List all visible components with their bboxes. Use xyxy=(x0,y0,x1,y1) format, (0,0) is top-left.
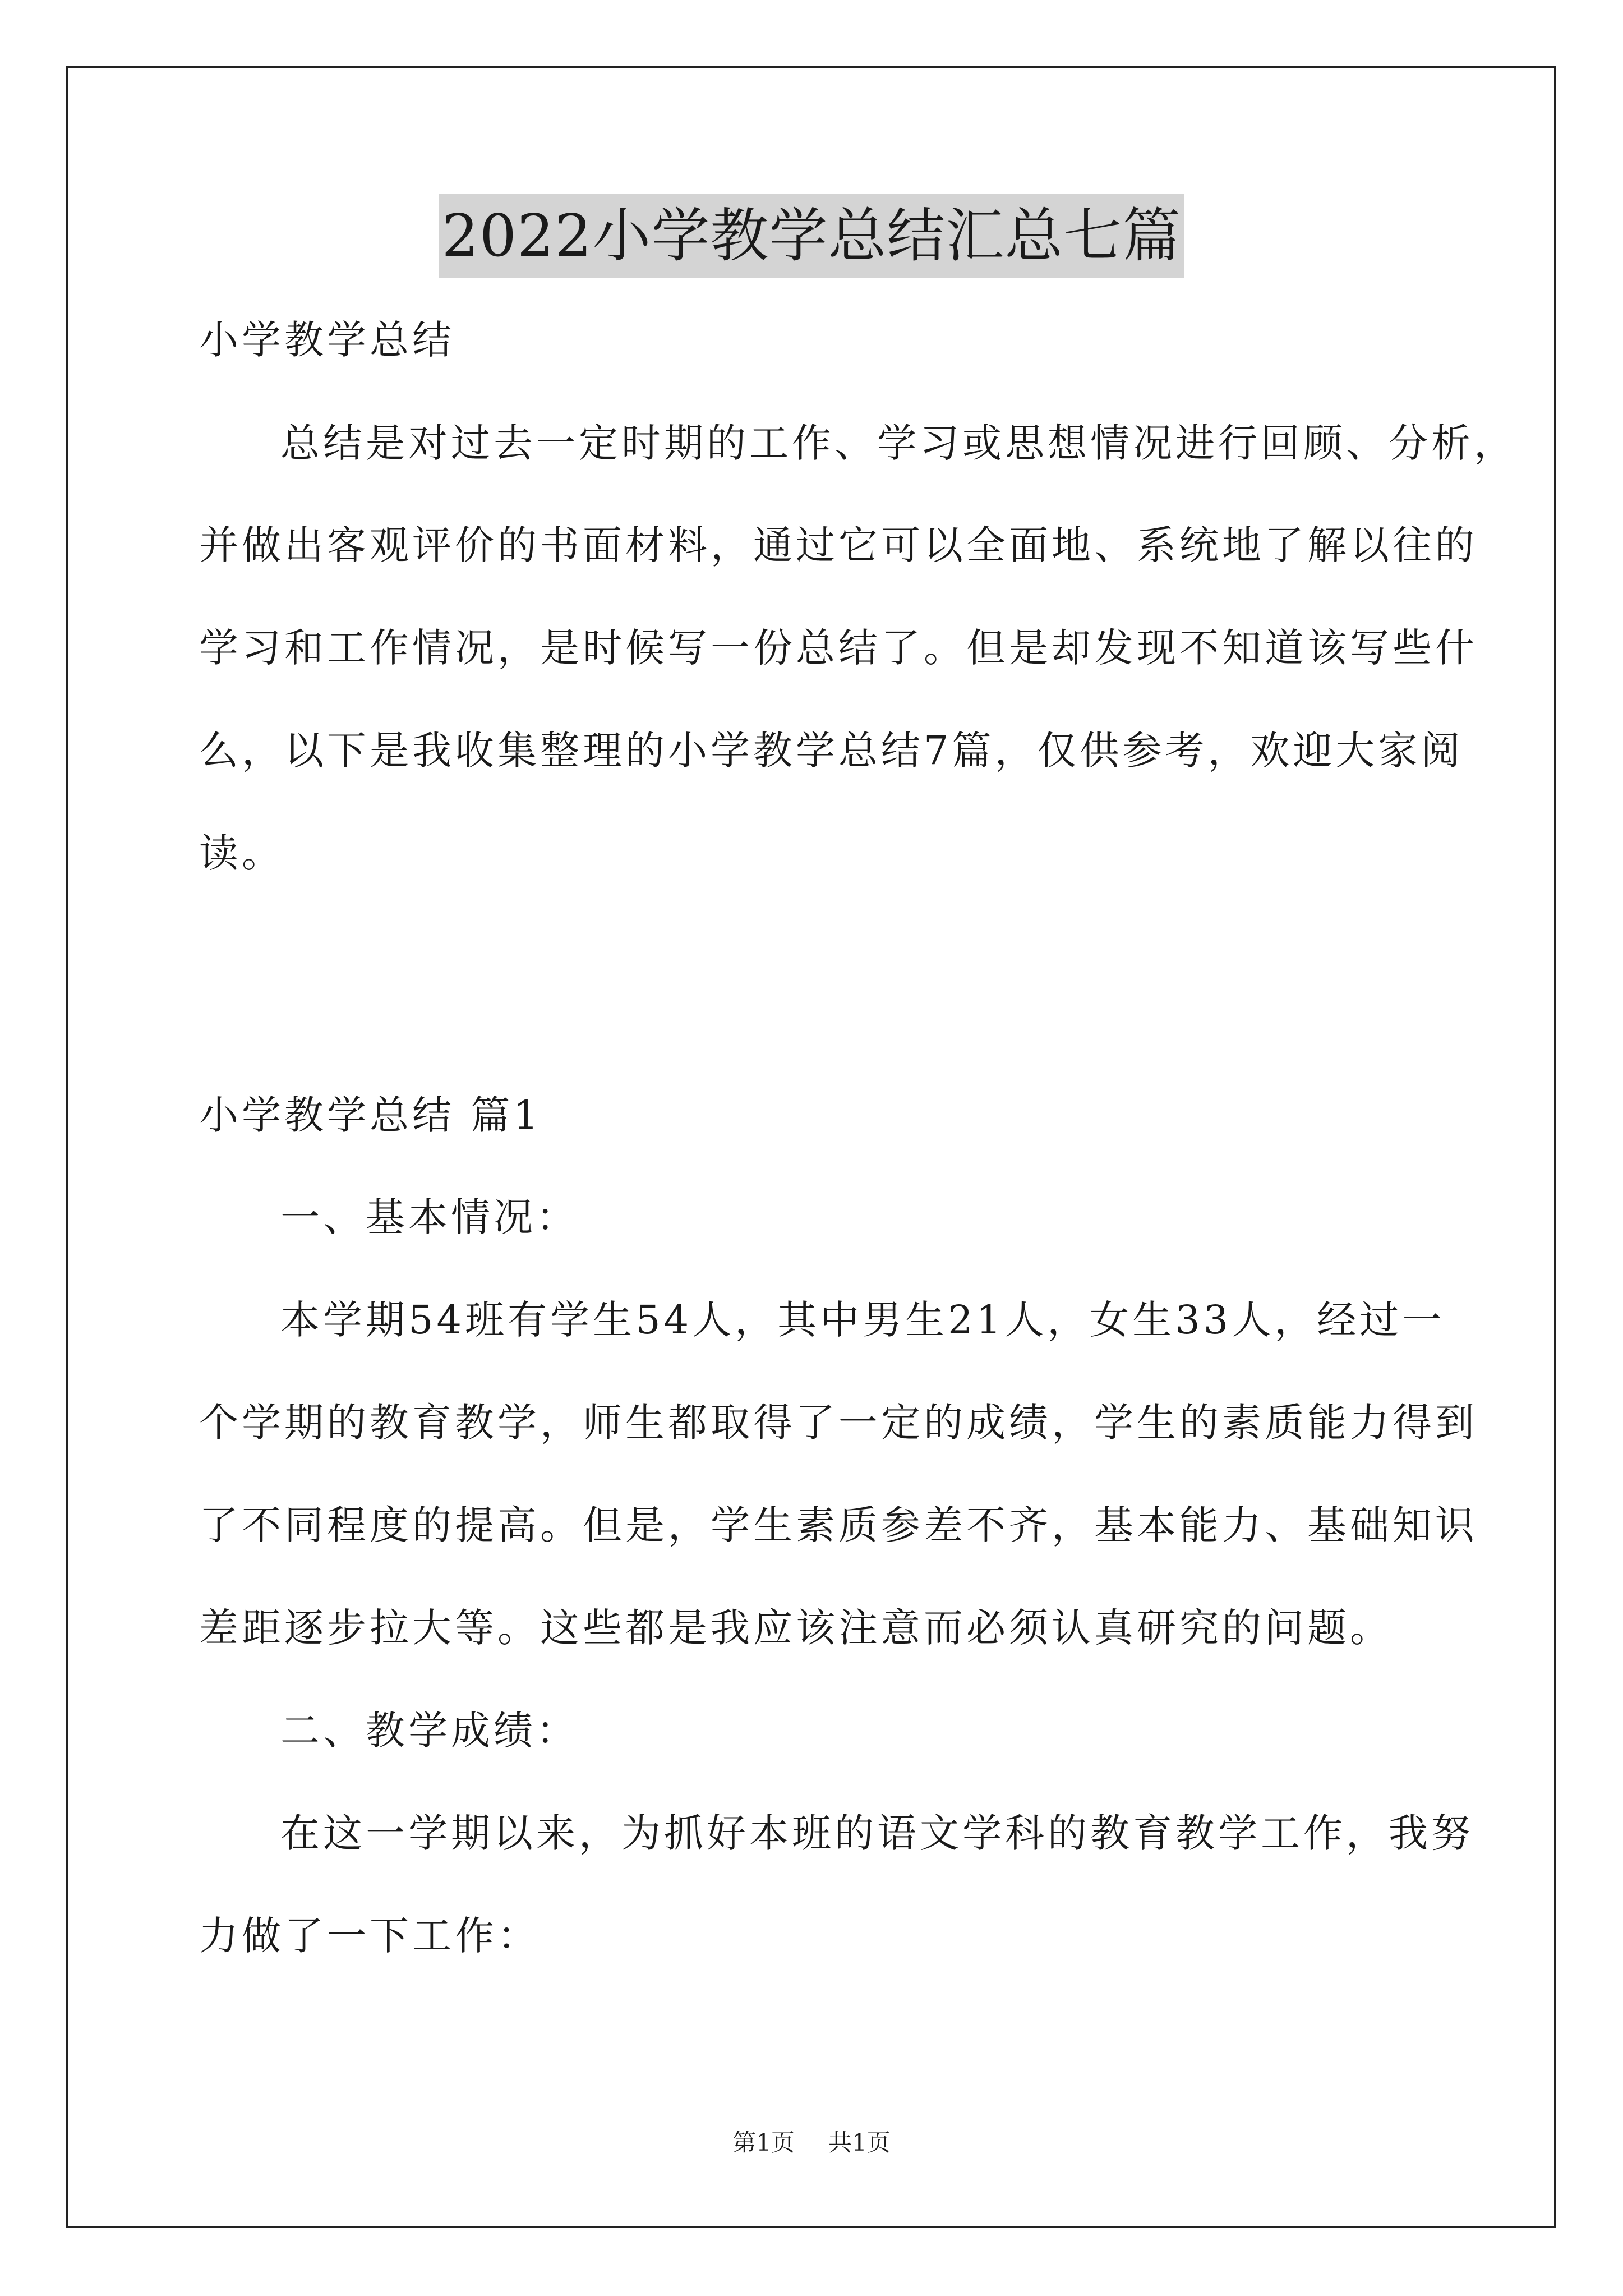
paragraph-line: 了不同程度的提高。但是，学生素质参差不齐，基本能力、基础知识 xyxy=(199,1502,1478,1548)
section-heading: 小学教学总结 xyxy=(199,317,455,363)
title-wrap xyxy=(0,194,1623,278)
paragraph-line: 读。 xyxy=(199,830,284,876)
subheading: 二、教学成绩： xyxy=(280,1708,579,1754)
page-total: 共1页 xyxy=(828,2129,891,2156)
paragraph-line: 学习和工作情况，是时候写一份总结了。但是却发现不知道该写些什 xyxy=(199,625,1478,671)
section-heading: 小学教学总结 篇1 xyxy=(199,1092,542,1138)
subheading: 一、基本情况： xyxy=(280,1194,579,1240)
page-footer xyxy=(0,2126,1623,2160)
page-number: 第1页 xyxy=(732,2129,795,2156)
paragraph-line: 力做了一下工作： xyxy=(199,1913,540,1959)
paragraph-line: 总结是对过去一定时期的工作、学习或思想情况进行回顾、分析， xyxy=(280,420,1516,466)
paragraph-line: 个学期的教育教学，师生都取得了一定的成绩，学生的素质能力得到 xyxy=(199,1400,1478,1446)
paragraph-line: 并做出客观评价的书面材料，通过它可以全面地、系统地了解以往的 xyxy=(199,522,1478,568)
paragraph-line: 在这一学期以来，为抓好本班的语文学科的教育教学工作，我努 xyxy=(280,1810,1474,1856)
paragraph-line: 么，以下是我收集整理的小学教学总结7篇，仅供参考，欢迎大家阅 xyxy=(199,728,1464,774)
paragraph-line: 差距逐步拉大等。这些都是我应该注意而必须认真研究的问题。 xyxy=(199,1605,1393,1651)
page-border xyxy=(66,66,1556,2228)
document-title: 2022小学教学总结汇总七篇 xyxy=(439,194,1185,278)
paragraph-line: 本学期54班有学生54人，其中男生21人，女生33人，经过一 xyxy=(280,1297,1445,1343)
